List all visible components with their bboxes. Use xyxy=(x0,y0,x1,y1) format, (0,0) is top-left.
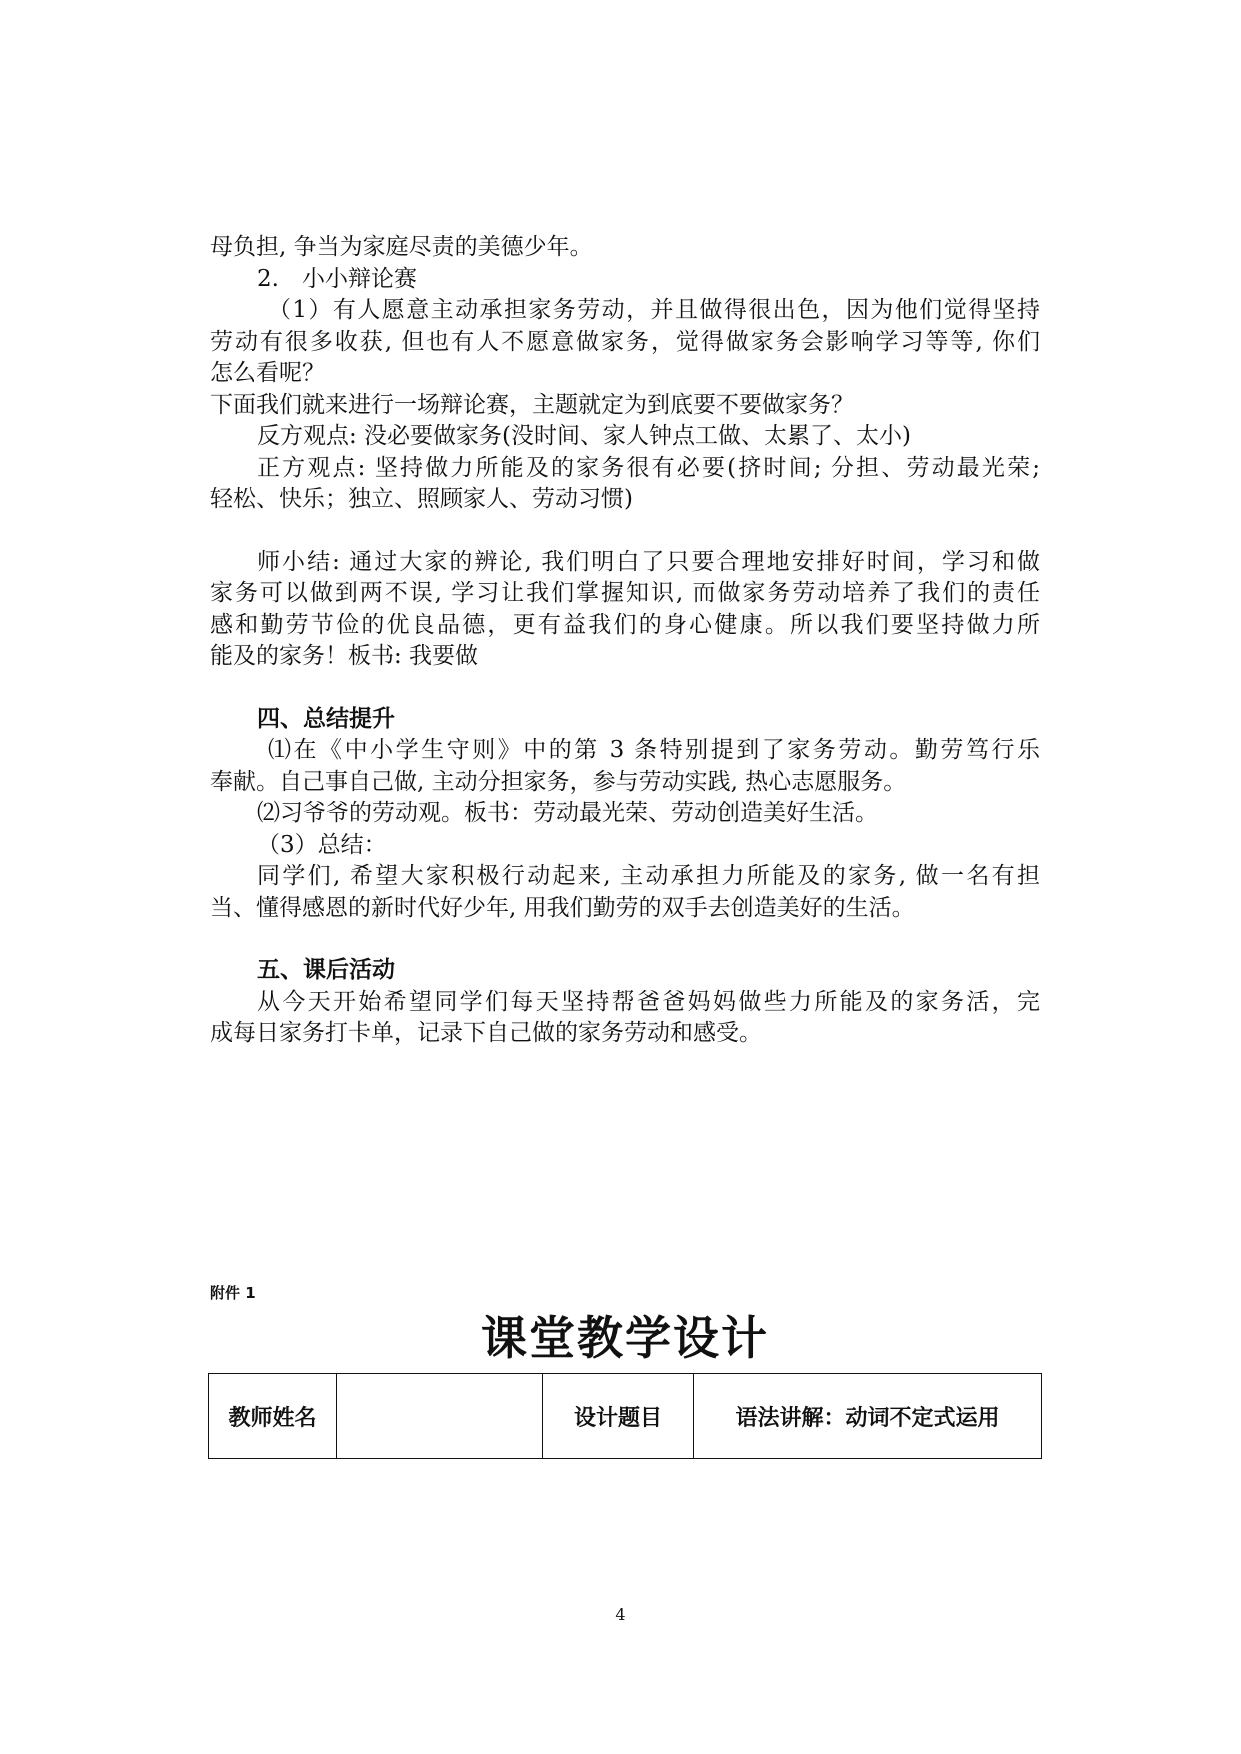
design-topic-label: 设计题目 xyxy=(543,1374,694,1459)
body-line: 从今天开始希望同学们每天坚持帮爸爸妈妈做些力所能及的家务活，完 xyxy=(257,988,1040,1015)
body-line: 同学们, 希望大家积极行动起来, 主动承担力所能及的家务, 做一名有担 xyxy=(257,863,1040,889)
page-body xyxy=(210,232,1040,1050)
body-line: 下面我们就来进行一场辩论赛，主题就定为到底要不要做家务？ xyxy=(210,391,854,418)
con-viewpoint: 反方观点: 没必要做家务(没时间、家人钟点工做、太累了、太小) xyxy=(257,423,912,449)
body-line: （3）总结： xyxy=(257,831,387,858)
table-row xyxy=(209,1374,1042,1459)
appendix-label: 附件 1 xyxy=(210,1284,256,1302)
body-line: 怎么看呢？ xyxy=(210,360,325,386)
subsection-heading-debate: 2. 小小辩论赛 xyxy=(257,265,417,292)
teacher-name-value xyxy=(337,1374,543,1459)
body-line: ⑵习爷爷的劳动观。板书：劳动最光荣、劳动创造美好生活。 xyxy=(257,800,878,826)
body-line: 母负担, 争当为家庭尽责的美德少年。 xyxy=(210,234,593,260)
teacher-summary: 家务可以做到两不误, 学习让我们掌握知识, 而做家务劳动培养了我们的责任 xyxy=(210,580,1040,606)
spacer xyxy=(210,673,1040,704)
spacer xyxy=(210,924,1040,955)
teacher-summary: 师小结: 通过大家的辨论, 我们明白了只要合理地安排好时间，学习和做 xyxy=(257,548,1040,575)
teacher-summary: 感和勤劳节俭的优良品德，更有益我们的身心健康。所以我们要坚持做力所 xyxy=(210,611,1040,638)
body-line: ⑴在《中小学生守则》中的第 3 条特别提到了家务劳动。勤劳笃行乐 xyxy=(268,737,1040,763)
body-line: 劳动有很多收获, 但也有人不愿意做家务，觉得做家务会影响学习等等, 你们 xyxy=(210,328,1040,355)
body-line: 奉献。自己事自己做, 主动分担家务，参与劳动实践, 热心志愿服务。 xyxy=(210,768,907,795)
spacer xyxy=(210,516,1040,547)
pro-viewpoint: 正方观点: 坚持做力所能及的家务很有必要(挤时间; 分担、劳动最光荣; xyxy=(257,454,1040,481)
body-line: （1）有人愿意主动承担家务劳动，并且做得很出色，因为他们觉得坚持 xyxy=(268,297,1040,323)
document-title: 课堂教学设计 xyxy=(481,1311,769,1365)
page-number: 4 xyxy=(615,1605,626,1624)
teacher-summary: 能及的家务！板书: 我要做 xyxy=(210,643,479,669)
body-line: 当、懂得感恩的新时代好少年, 用我们勤劳的双手去创造美好的生活。 xyxy=(210,894,915,921)
body-line: 成每日家务打卡单，记录下自己做的家务劳动和感受。 xyxy=(210,1020,762,1046)
teacher-name-label: 教师姓名 xyxy=(209,1374,337,1459)
lesson-info-table xyxy=(208,1373,1042,1459)
body-line: 轻松、快乐；独立、照顾家人、劳动习惯) xyxy=(210,486,633,512)
design-topic-value: 语法讲解：动词不定式运用 xyxy=(694,1374,1042,1459)
section-heading-after-class: 五、课后活动 xyxy=(257,957,395,983)
section-heading-summary: 四、总结提升 xyxy=(257,705,395,732)
